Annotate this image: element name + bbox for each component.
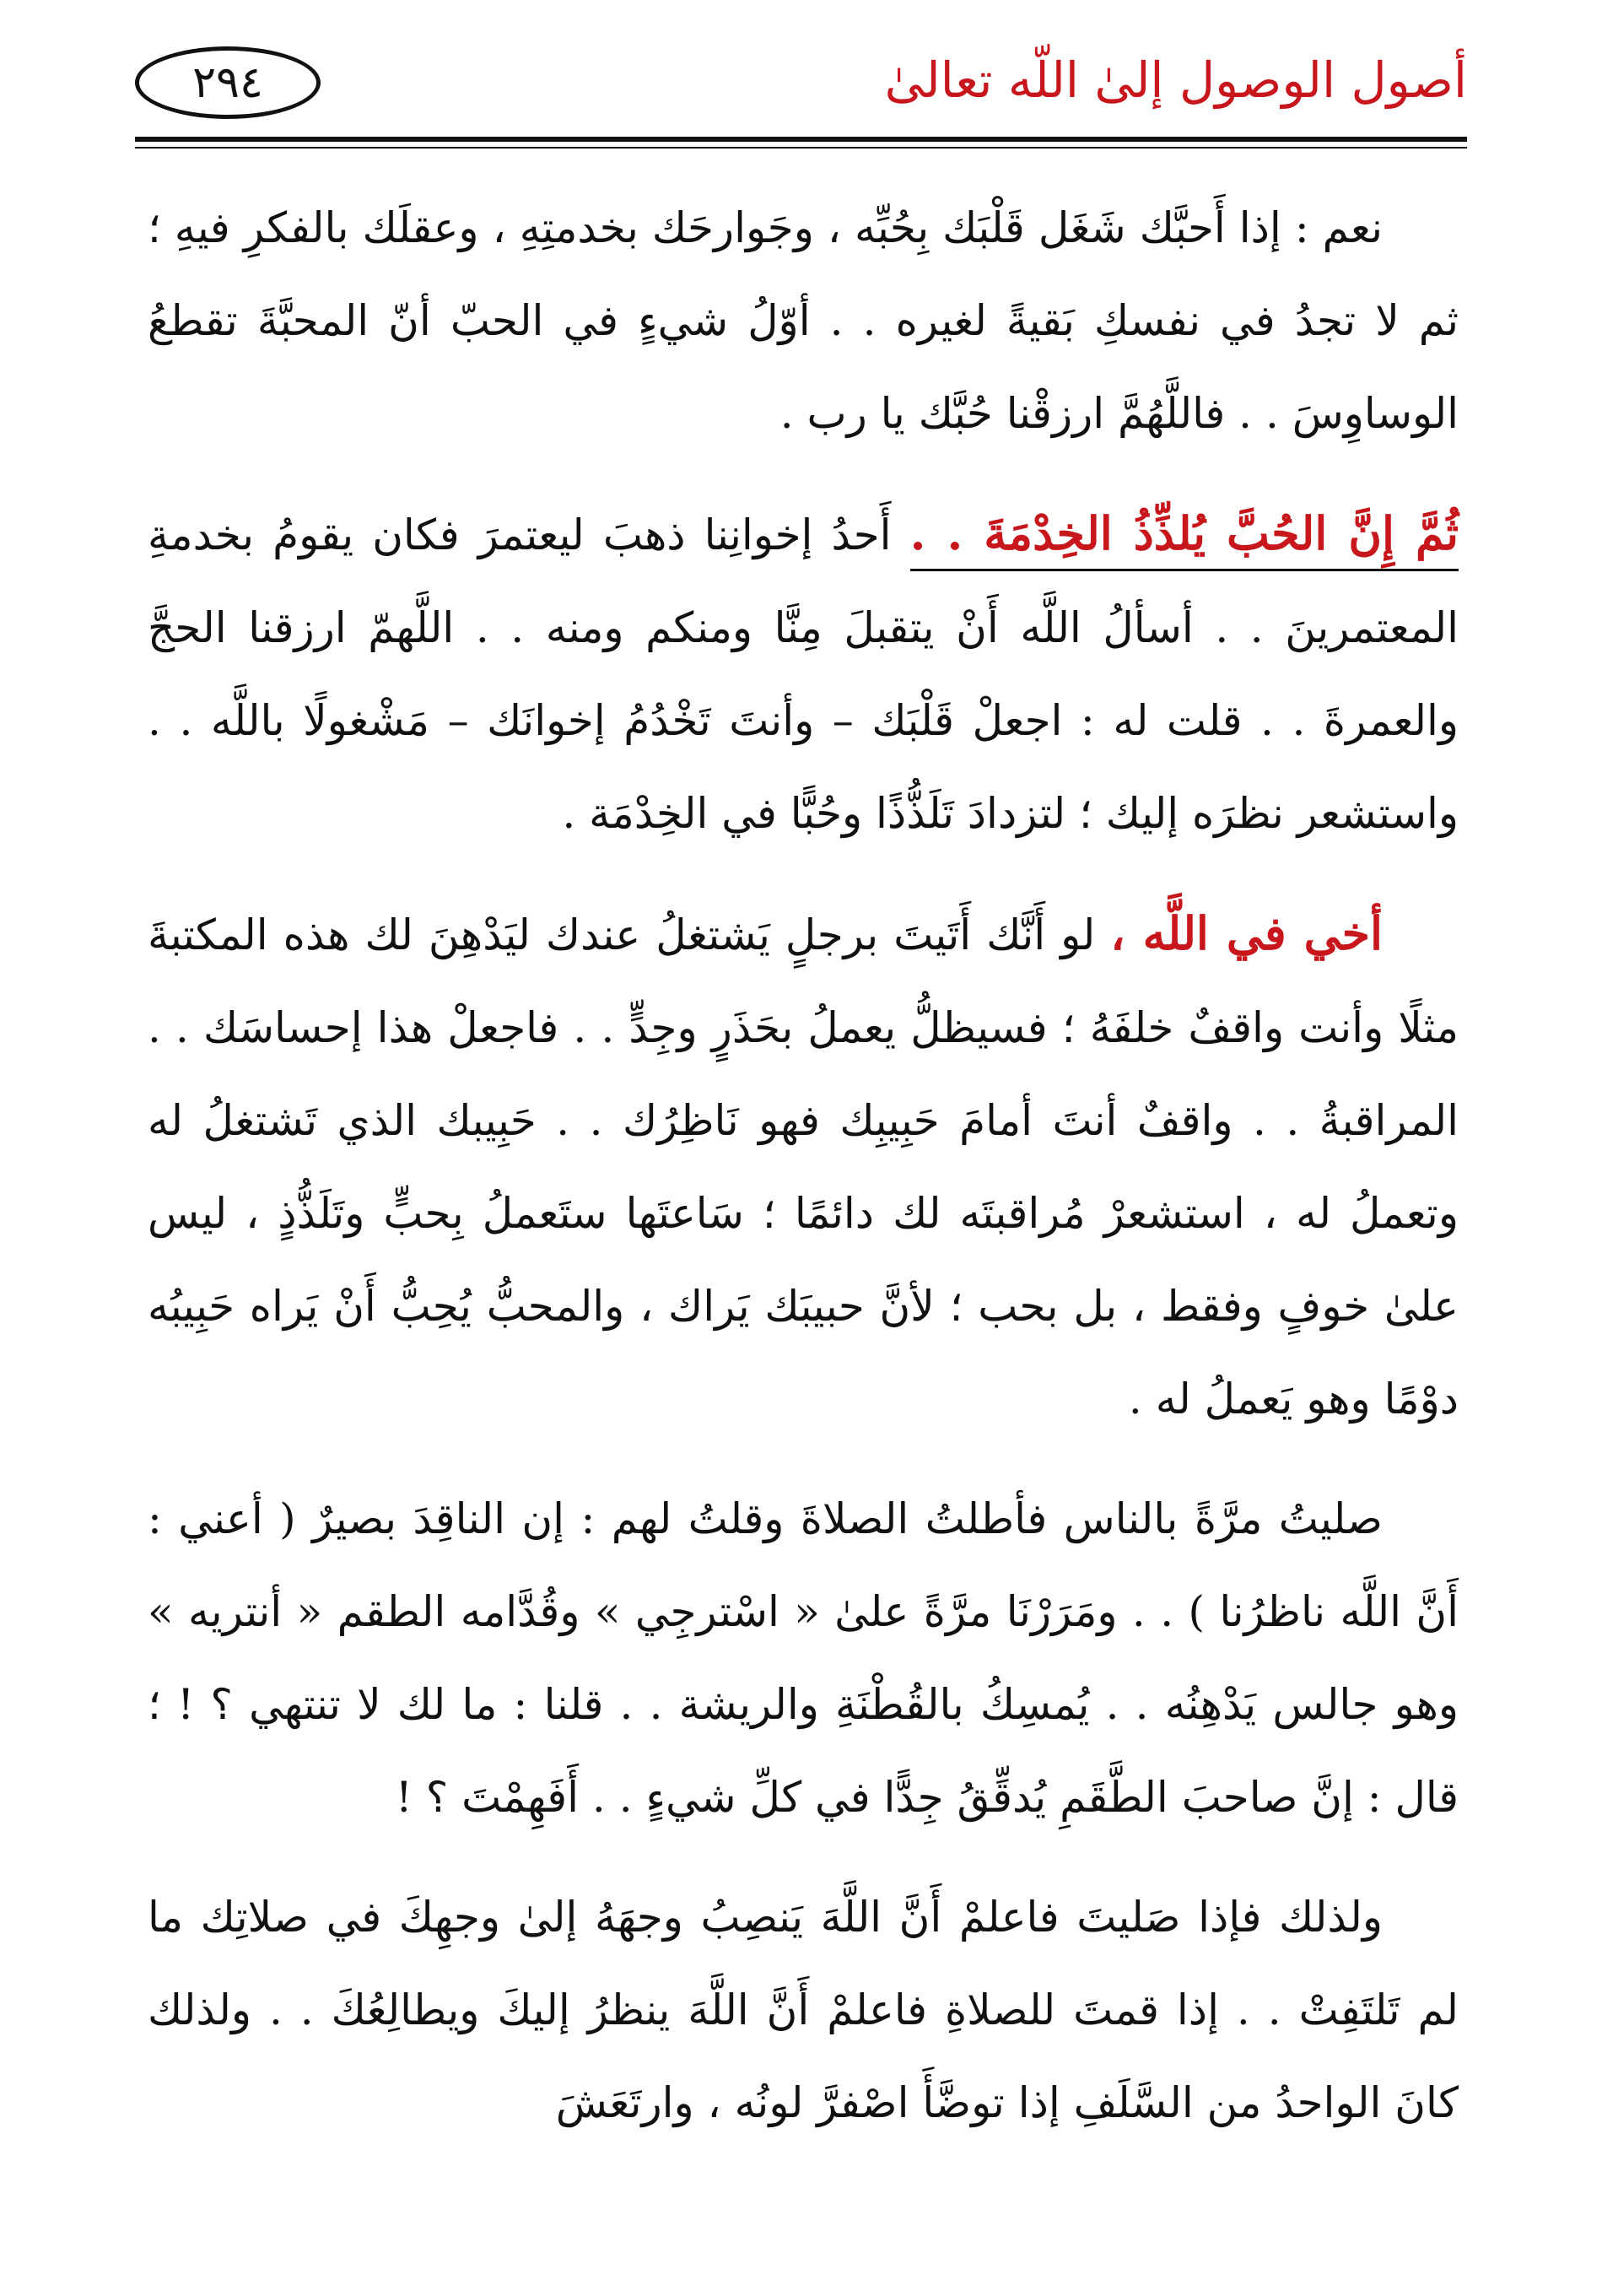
page-number: ٢٩٤: [135, 46, 321, 119]
paragraph-heading: أخي في اللَّه ،: [1110, 906, 1383, 960]
paragraph: [148, 1472, 1459, 1844]
running-header: [135, 46, 1467, 131]
paragraph-text: أَحدُ إخوانِنا ذهبَ ليعتمرَ فكان يقومُ بخدمةِ المعتمرينَ . . أسألُ اللَّه أَنْ يتقبلَ مِنَّا ومنكم ومنه . . اللَّهمّ ارزقنا الحجَّ والعمرةَ . . قلت له : اجعلْ قَلْبَك – وأنتَ تَخْدُمُ إخوانَك – مَشْغولًا باللَّه . . واستشعر نظرَه إليك ؛ لتزدادَ تَلَذُّذًا وحُبًّا في الخِدْمَة .: [148, 511, 1459, 838]
paragraph-text: نعم : إذا أَحبَّك شَغَل قَلْبَك بِحُبِّه ، وجَوارحَك بخدمتِهِ ، وعقلَك بالفكرِ فيهِ ؛ ثم لا تجدُ في نفسكِ بَقيةً لغيره . . أوّلُ شيءٍ في الحبّ أنّ المحبَّةَ تقطعُ الوساوِسَ . . فاللَّهُمَّ ارزقْنا حُبَّك يا رب .: [148, 203, 1459, 438]
paragraph: [148, 181, 1459, 460]
paragraph-text: صليتُ مرَّةً بالناس فأطلتُ الصلاةَ وقلتُ لهم : إن الناقِدَ بصيرٌ ( أعني : أَنَّ اللَّه ناظرُنا ) . . ومَرَرْنَا مرَّةً علىٰ « اسْترجِي » وقُدَّامه الطقم « أنتريه » وهو جالس يَدْهِنُه . . يُمسِكُ بالقُطْنَةِ والريشة . . قلنا : ما لك لا تنتهي ؟ ! ؛ قال : إنَّ صاحبَ الطَّقَمِ يُدقِّقُ جِدًّا في كلِّ شيءٍ . . أَفَهِمْتَ ؟ !: [148, 1494, 1459, 1822]
running-title: أصول الوصول إلىٰ اللّه تعالىٰ: [884, 51, 1467, 109]
header-rule-thick: [135, 137, 1467, 142]
paragraph: [148, 1871, 1459, 2149]
body-text: [148, 181, 1459, 2176]
paragraph-text: لو أَنَّك أَتَيتَ برجلٍ يَشتغلُ عندك ليَدْهِنَ لك هذه المكتبةَ مثلًا وأنت واقفٌ خلفَهُ ؛ فسيظلُّ يعملُ بحَذَرٍ وجِدٍّ . . فاجعلْ هذا إحساسَك . . المراقبةُ . . واقفٌ أنتَ أمامَ حَبِيبِك فهو نَاظِرُك . . حَبِيبك الذي تَشتغلُ له وتعملُ له ، استشعرْ مُراقبتَه لك دائمًا ؛ سَاعتَها ستَعملُ بِحبٍّ وتَلَذُّذٍ ، ليس علىٰ خوفٍ وفقط ، بل بحب ؛ لأنَّ حبيبَك يَراك ، والمحبُّ يُحِبُّ أَنْ يَراه حَبِيبُه دوْمًا وهو يَعملُ له .: [148, 910, 1459, 1424]
paragraph-text: ولذلك فإذا صَليتَ فاعلمْ أَنَّ اللَّهَ يَنصِبُ وجهَهُ إلىٰ وجهِكَ في صلاتِك ما لم تَلتَفِتْ . . إذا قمتَ للصلاةِ فاعلمْ أَنَّ اللَّهَ ينظرُ إليكَ ويطالِعُكَ . . ولذلك كانَ الواحدُ من السَّلَفِ إذا توضَّأَ اصْفرَّ لونُه ، وارتَعَشَ: [148, 1893, 1459, 2127]
paragraph: [148, 887, 1459, 1445]
paragraph-heading: ثُمَّ إِنَّ الحُبَّ يُلذِّذُ الخِدْمَةَ . .: [910, 506, 1459, 571]
paragraph: [148, 487, 1459, 860]
header-rule-thin: [135, 147, 1467, 149]
